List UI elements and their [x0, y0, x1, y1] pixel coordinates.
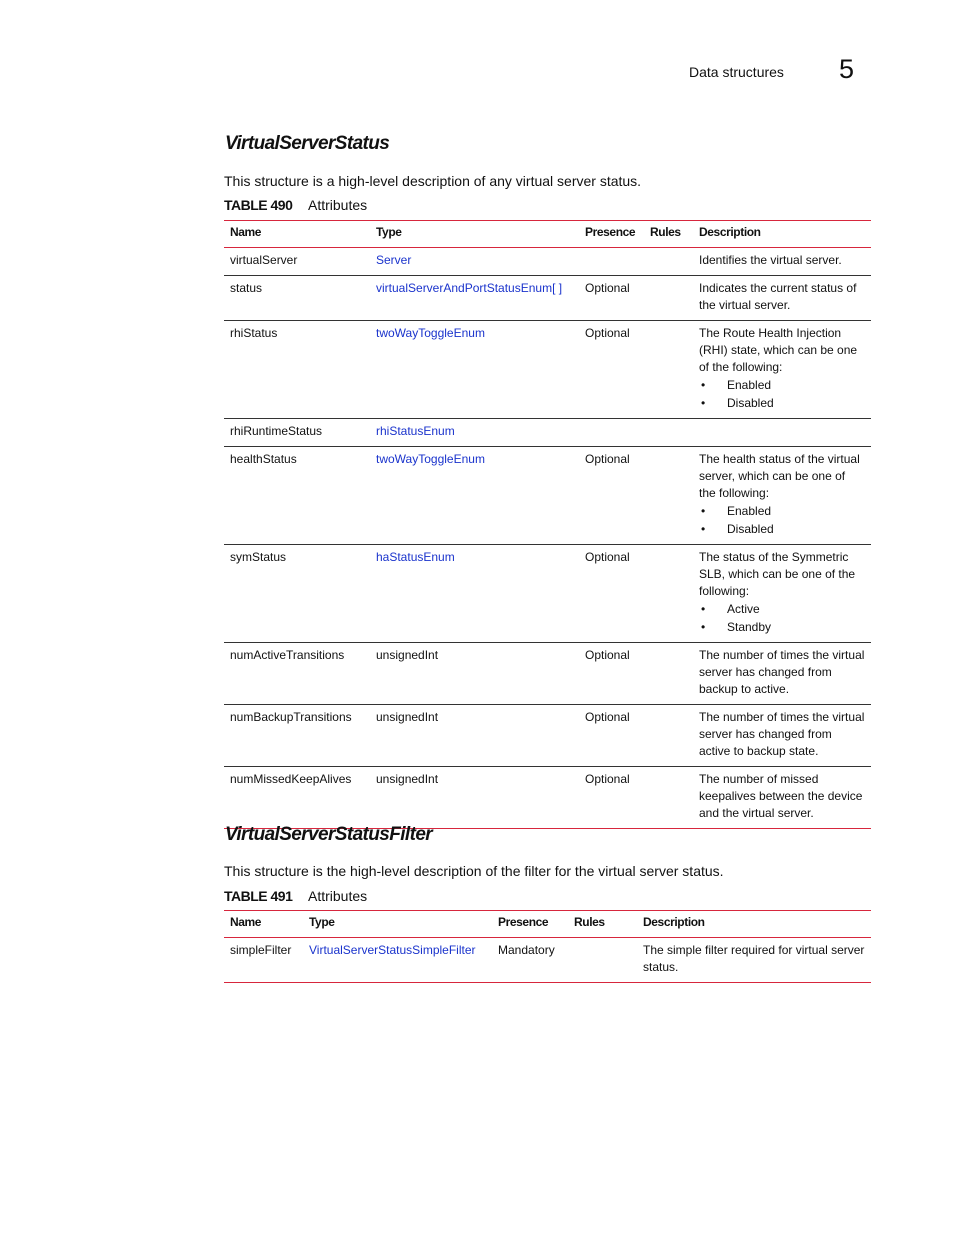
cell-description: The number of times the virtual server has changed from active to backup state. [693, 705, 871, 767]
table-row [224, 248, 871, 276]
option-item: • Disabled [699, 394, 865, 412]
cell-description [693, 321, 871, 419]
column-header-presence: Presence [579, 221, 644, 248]
type-link[interactable]: virtualServerAndPortStatusEnum[ ] [370, 276, 579, 321]
type-link[interactable]: twoWayToggleEnum [370, 447, 579, 545]
option-item: • Enabled [699, 502, 865, 520]
cell-presence: Optional [579, 767, 644, 829]
table-row [224, 545, 871, 643]
table-row [224, 767, 871, 829]
cell-presence: Optional [579, 276, 644, 321]
cell-description [693, 447, 871, 545]
running-header-section: Data structures [689, 64, 784, 80]
table-row [224, 276, 871, 321]
table-row [224, 938, 871, 983]
cell-description: Identifies the virtual server. [693, 248, 871, 276]
table-header-row [224, 911, 871, 938]
type-link[interactable]: Server [370, 248, 579, 276]
column-header-description: Description [693, 221, 871, 248]
option-item: • Enabled [699, 376, 865, 394]
cell-type: unsignedInt [370, 643, 579, 705]
option-item: • Active [699, 600, 865, 618]
option-list [699, 600, 865, 636]
cell-name: simpleFilter [224, 938, 303, 983]
section-intro: This structure is the high-level description of the filter for the virtual server status. [224, 863, 724, 879]
table-number: TABLE 491 [224, 888, 293, 904]
column-header-name: Name [224, 911, 303, 938]
cell-rules [568, 938, 637, 983]
column-header-name: Name [224, 221, 370, 248]
cell-rules [644, 767, 693, 829]
cell-description [693, 419, 871, 447]
cell-name: healthStatus [224, 447, 370, 545]
column-header-type: Type [370, 221, 579, 248]
cell-name: numMissedKeepAlives [224, 767, 370, 829]
table-row [224, 705, 871, 767]
cell-rules [644, 276, 693, 321]
description-text: The Route Health Injection (RHI) state, which can be one of the following: [699, 326, 858, 374]
cell-presence: Optional [579, 447, 644, 545]
cell-rules [644, 643, 693, 705]
option-item: • Disabled [699, 520, 865, 538]
table-row [224, 419, 871, 447]
cell-description: Indicates the current status of the virtual server. [693, 276, 871, 321]
section-title-virtualserverstatusfilter: VirtualServerStatusFilter [225, 824, 433, 845]
table-caption [224, 197, 368, 213]
section-intro: This structure is a high-level description of any virtual server status. [224, 173, 642, 189]
cell-name: numBackupTransitions [224, 705, 370, 767]
column-header-description: Description [637, 911, 871, 938]
attributes-table-490 [224, 220, 871, 829]
column-header-type: Type [303, 911, 492, 938]
cell-rules [644, 419, 693, 447]
option-list [699, 502, 865, 538]
type-link[interactable]: haStatusEnum [370, 545, 579, 643]
cell-rules [644, 321, 693, 419]
cell-type: unsignedInt [370, 767, 579, 829]
cell-presence: Optional [579, 545, 644, 643]
option-item: • Standby [699, 618, 865, 636]
column-header-rules: Rules [644, 221, 693, 248]
cell-description [693, 545, 871, 643]
attributes-table-491 [224, 910, 871, 983]
cell-rules [644, 248, 693, 276]
cell-description: The simple filter required for virtual server status. [637, 938, 871, 983]
cell-name: rhiRuntimeStatus [224, 419, 370, 447]
cell-name: virtualServer [224, 248, 370, 276]
type-link[interactable]: VirtualServerStatusSimpleFilter [303, 938, 492, 983]
section-title-virtualserverstatus: VirtualServerStatus [225, 133, 390, 154]
table-row [224, 321, 871, 419]
table-header-row [224, 221, 871, 248]
cell-rules [644, 705, 693, 767]
table-caption [224, 888, 368, 904]
chapter-number: 5 [839, 54, 855, 84]
cell-rules [644, 447, 693, 545]
cell-presence: Optional [579, 643, 644, 705]
cell-description: The number of missed keepalives between the device and the virtual server. [693, 767, 871, 829]
cell-presence: Mandatory [492, 938, 568, 983]
type-link[interactable]: twoWayToggleEnum [370, 321, 579, 419]
table-label: Attributes [308, 888, 368, 904]
cell-name: status [224, 276, 370, 321]
description-text: The status of the Symmetric SLB, which can be one of the following: [699, 550, 856, 598]
column-header-rules: Rules [568, 911, 637, 938]
cell-presence: Optional [579, 321, 644, 419]
type-link[interactable]: rhiStatusEnum [370, 419, 579, 447]
table-number: TABLE 490 [224, 197, 293, 213]
description-text: The health status of the virtual server, which can be one of the following: [699, 452, 860, 500]
cell-presence: Optional [579, 705, 644, 767]
cell-name: numActiveTransitions [224, 643, 370, 705]
table-label: Attributes [308, 197, 368, 213]
option-list [699, 376, 865, 412]
cell-description: The number of times the virtual server has changed from backup to active. [693, 643, 871, 705]
table-row [224, 643, 871, 705]
cell-type: unsignedInt [370, 705, 579, 767]
cell-presence [579, 248, 644, 276]
cell-name: rhiStatus [224, 321, 370, 419]
cell-presence [579, 419, 644, 447]
table-row [224, 447, 871, 545]
cell-rules [644, 545, 693, 643]
column-header-presence: Presence [492, 911, 568, 938]
cell-name: symStatus [224, 545, 370, 643]
